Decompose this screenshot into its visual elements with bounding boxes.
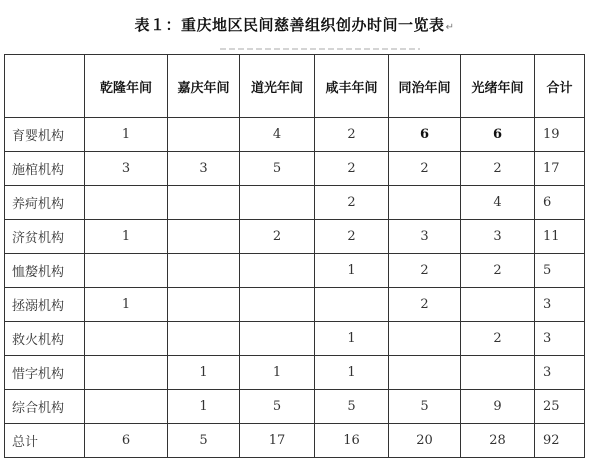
table-cell: 17 [240, 424, 315, 458]
row-label: 养疴机构 [5, 186, 85, 220]
row-total-cell: 3 [535, 356, 585, 390]
table-cell: 3 [85, 152, 168, 186]
row-total-cell: 17 [535, 152, 585, 186]
table-cell [389, 322, 461, 356]
row-total-cell: 6 [535, 186, 585, 220]
header-cell-xianfeng: 咸丰年间 [315, 55, 389, 118]
table-cell: 2 [240, 220, 315, 254]
table-cell: 3 [389, 220, 461, 254]
table-cell: 1 [315, 254, 389, 288]
table-cell [461, 288, 535, 322]
scan-artifact [220, 48, 420, 50]
table-row [5, 356, 585, 390]
row-label: 济贫机构 [5, 220, 85, 254]
row-label: 总计 [5, 424, 85, 458]
table-cell [168, 322, 240, 356]
table-cell: 1 [85, 220, 168, 254]
data-table [4, 54, 585, 458]
table-cell: 1 [168, 390, 240, 424]
table-cell [389, 356, 461, 390]
table-row [5, 152, 585, 186]
table-cell: 1 [315, 356, 389, 390]
row-total-cell: 3 [535, 288, 585, 322]
table-cell: 5 [315, 390, 389, 424]
table-row [5, 254, 585, 288]
table-cell: 1 [315, 322, 389, 356]
row-total-cell: 3 [535, 322, 585, 356]
row-total-cell: 11 [535, 220, 585, 254]
table-row [5, 288, 585, 322]
table-cell [85, 356, 168, 390]
table-cell [168, 288, 240, 322]
table-cell: 16 [315, 424, 389, 458]
table-row [5, 322, 585, 356]
table-cell: 6 [461, 118, 535, 152]
row-label: 综合机构 [5, 390, 85, 424]
table-cell: 2 [389, 254, 461, 288]
row-label: 育婴机构 [5, 118, 85, 152]
table-cell: 2 [315, 186, 389, 220]
table-cell: 3 [168, 152, 240, 186]
row-label: 救火机构 [5, 322, 85, 356]
table-cell: 5 [240, 390, 315, 424]
table-cell [85, 322, 168, 356]
table-cell [168, 254, 240, 288]
table-cell [85, 254, 168, 288]
table-cell: 2 [315, 118, 389, 152]
table-cell: 9 [461, 390, 535, 424]
table-row [5, 424, 585, 458]
table-cell [168, 186, 240, 220]
table-cell [240, 254, 315, 288]
table-cell [240, 186, 315, 220]
table-cell [240, 288, 315, 322]
table-row [5, 220, 585, 254]
table-cell: 2 [315, 220, 389, 254]
table-cell: 5 [389, 390, 461, 424]
row-label: 施棺机构 [5, 152, 85, 186]
row-label: 恤嫠机构 [5, 254, 85, 288]
table-cell [168, 220, 240, 254]
row-label: 拯溺机构 [5, 288, 85, 322]
table-cell: 2 [389, 288, 461, 322]
header-cell-guangxu: 光绪年间 [461, 55, 535, 118]
table-cell: 1 [240, 356, 315, 390]
header-cell-total: 合计 [535, 55, 585, 118]
table-cell [168, 118, 240, 152]
row-total-cell: 25 [535, 390, 585, 424]
header-cell-corner [5, 55, 85, 118]
table-body [5, 118, 585, 458]
row-label: 惜字机构 [5, 356, 85, 390]
table-cell: 2 [461, 254, 535, 288]
table-cell [240, 322, 315, 356]
table-row [5, 118, 585, 152]
header-row [5, 55, 585, 118]
row-total-cell: 92 [535, 424, 585, 458]
table-cell [85, 186, 168, 220]
table-cell [315, 288, 389, 322]
table-cell: 2 [461, 322, 535, 356]
table-cell: 2 [315, 152, 389, 186]
table-row [5, 186, 585, 220]
table-cell: 20 [389, 424, 461, 458]
header-cell-qianlong: 乾隆年间 [85, 55, 168, 118]
row-total-cell: 19 [535, 118, 585, 152]
table-row [5, 390, 585, 424]
table-cell: 1 [85, 118, 168, 152]
header-cell-jiaqing: 嘉庆年间 [168, 55, 240, 118]
table-cell: 4 [240, 118, 315, 152]
table-cell: 2 [461, 152, 535, 186]
table-cell: 2 [389, 152, 461, 186]
table-cell: 5 [168, 424, 240, 458]
table-title [0, 14, 589, 35]
table-cell: 1 [168, 356, 240, 390]
table-cell [85, 390, 168, 424]
table-cell [461, 356, 535, 390]
table-cell [389, 186, 461, 220]
header-cell-daoguang: 道光年间 [240, 55, 315, 118]
table-cell: 5 [240, 152, 315, 186]
table-title-text: 表１：重庆地区民间慈善组织创办时间一览表 [134, 16, 445, 34]
header-cell-tongzhi: 同治年间 [389, 55, 461, 118]
table-cell: 1 [85, 288, 168, 322]
table-cell: 6 [389, 118, 461, 152]
row-total-cell: 5 [535, 254, 585, 288]
table-cell: 4 [461, 186, 535, 220]
table-cell: 3 [461, 220, 535, 254]
return-mark-icon: ↵ [445, 22, 455, 33]
table-cell: 6 [85, 424, 168, 458]
table-cell: 28 [461, 424, 535, 458]
